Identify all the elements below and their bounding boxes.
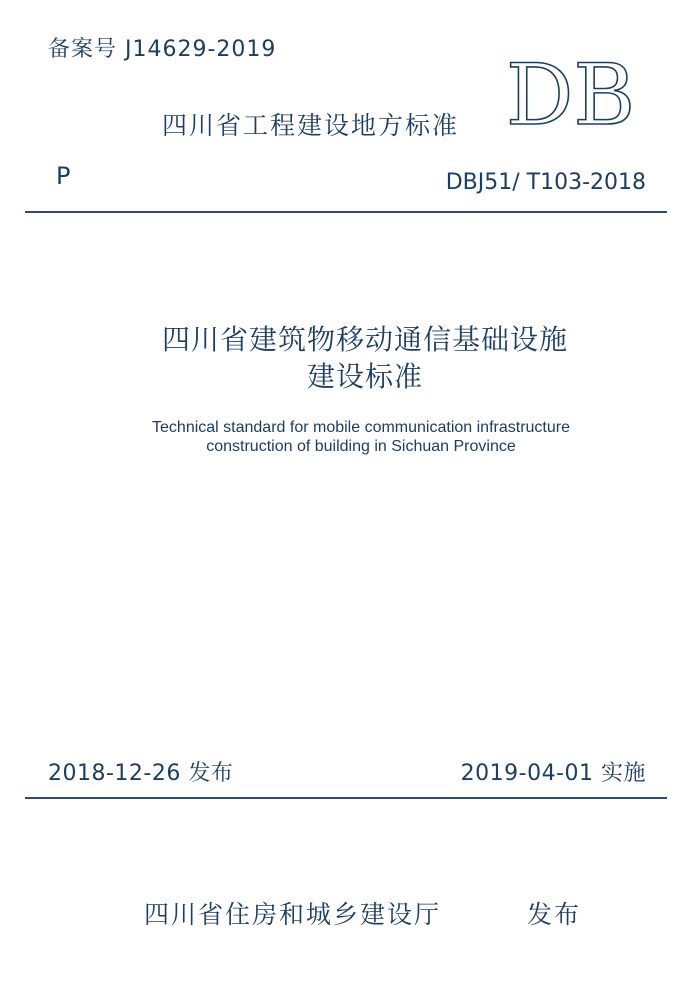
top-divider — [25, 211, 667, 213]
db-logo — [506, 52, 652, 132]
bottom-divider — [25, 797, 667, 799]
title-line-1: 四川省建筑物移动通信基础设施 — [161, 323, 568, 356]
db-logo-text: DB — [506, 52, 636, 132]
english-title-line-1: Technical standard for mobile communication infrastructure — [152, 419, 570, 436]
category-letter: P — [56, 162, 71, 190]
effective-date: 2019-04-01 实施 — [460, 761, 646, 786]
issuer-name: 四川省住房和城乡建设厅 — [144, 900, 442, 929]
title-line-2: 建设标准 — [306, 360, 423, 393]
issuer-action: 发布 — [527, 900, 582, 929]
english-title-line-2: construction of building in Sichuan Province — [206, 438, 516, 455]
local-standard-label: 四川省工程建设地方标准 — [162, 111, 460, 140]
issue-date: 2018-12-26 发布 — [48, 761, 234, 786]
standard-code: DBJ51/ T103-2018 — [445, 170, 646, 195]
record-number: 备案号 J14629-2019 — [48, 37, 277, 62]
